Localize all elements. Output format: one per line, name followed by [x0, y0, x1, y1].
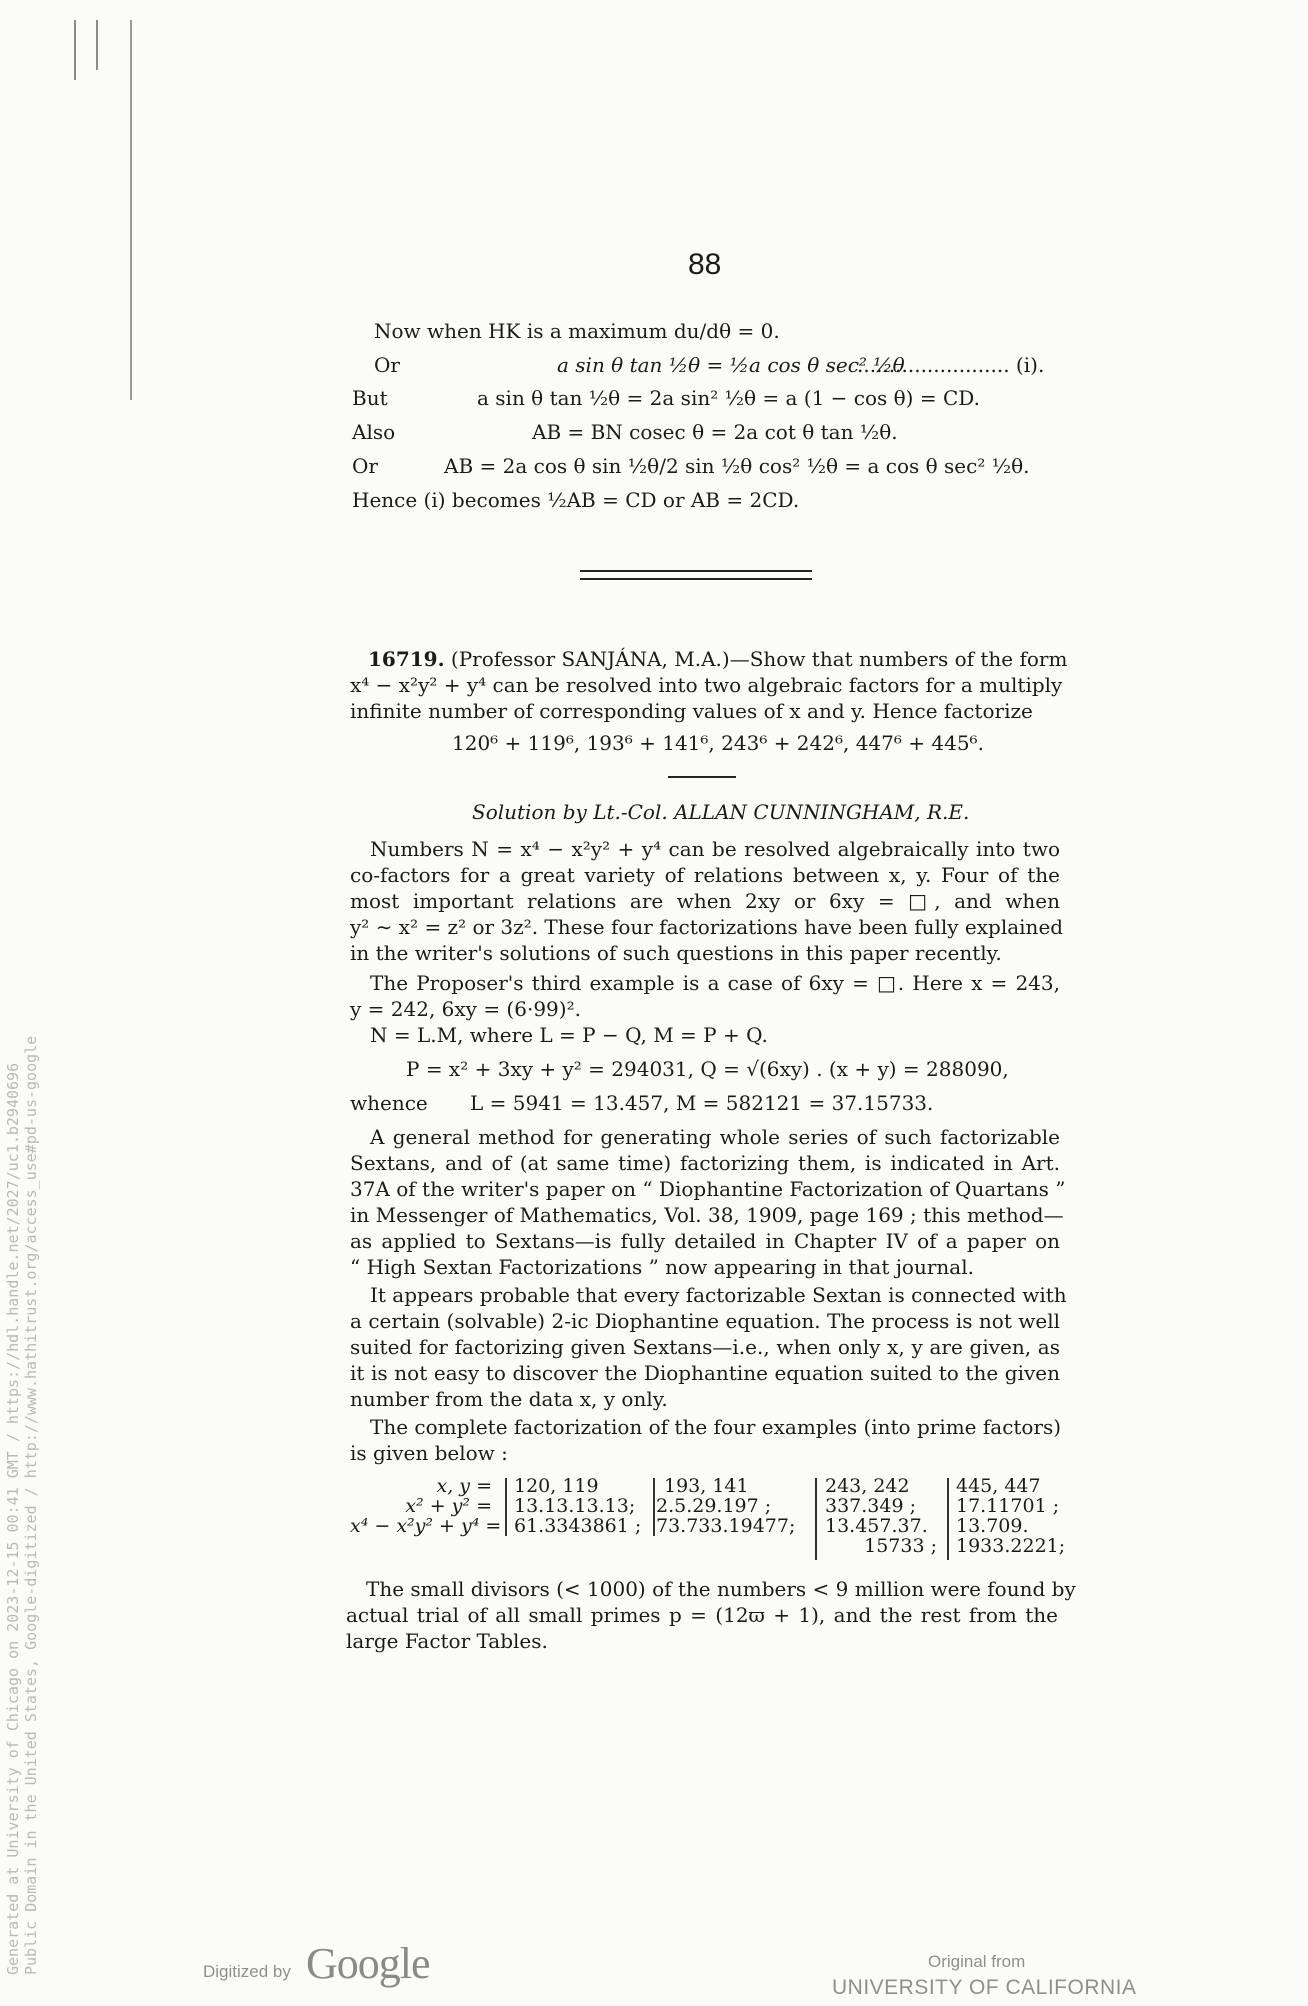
text-line: Hence (i) becomes ½AB = CD or AB = 2CD.	[352, 488, 800, 512]
table-column	[825, 1476, 937, 1556]
original-from-label: Original from	[928, 1952, 1026, 1971]
table-cell: 13.457.37.	[825, 1515, 928, 1537]
paragraph-line: a certain (solvable) 2-ic Diophantine equation. The process is not well	[350, 1309, 1060, 1333]
paragraph-line: y² ∼ x² = z² or 3z². These four factorizations have been fully explained	[350, 915, 1064, 939]
table-column	[656, 1476, 795, 1536]
table-cell: 17.11701 ;	[956, 1495, 1060, 1517]
paragraph-line: Numbers N = x⁴ − x²y² + y⁴ can be resolved algebraically into two	[370, 837, 1060, 861]
text-line: Also	[352, 420, 396, 444]
section-divider	[580, 570, 812, 572]
watermark-line-2: Public Domain in the United States, Google-digitized / http://www.hathitrust.org/access_use#pd-us-google	[22, 1035, 40, 1975]
paragraph-line: in Messenger of Mathematics, Vol. 38, 1909, page 169 ; this method—	[350, 1203, 1064, 1227]
question-line: infinite number of corresponding values of x and y. Hence factorize	[350, 699, 1033, 723]
equation: AB = 2a cos θ sin ½θ/2 sin ½θ cos² ½θ = a cos θ sec² ½θ.	[444, 454, 1030, 478]
paragraph-line: The Proposer's third example is a case of 6xy = □. Here x = 243,	[370, 971, 1060, 995]
row-label: x² + y² =	[405, 1495, 492, 1517]
table-column	[514, 1476, 641, 1536]
equation: a sin θ tan ½θ = 2a sin² ½θ = a (1 − cos θ) = CD.	[477, 386, 980, 410]
paragraph-line: suited for factorizing given Sextans—i.e., when only x, y are given, as	[350, 1335, 1060, 1359]
paragraph-line: it is not easy to discover the Diophantine equation suited to the given	[350, 1361, 1060, 1385]
hathitrust-watermark	[4, 1036, 40, 1975]
column-rule	[947, 1478, 949, 1560]
short-divider	[668, 776, 736, 778]
column-rule	[653, 1478, 655, 1536]
watermark-line-1: Generated at University of Chicago on 2023-12-15 00:41 GMT / https://hdl.handle.net/2027/uc1.b2940696	[4, 1062, 22, 1975]
table-cell: 73.733.19477;	[656, 1515, 796, 1537]
equation: AB = BN cosec θ = 2a cot θ tan ½θ.	[532, 420, 898, 444]
scan-edge-line	[96, 20, 98, 70]
question-expressions: 120⁶ + 119⁶, 193⁶ + 141⁶, 243⁶ + 242⁶, 447⁶ + 445⁶.	[452, 731, 984, 755]
paragraph-line: Sextans, and of (at same time) factorizing them, is indicated in Art.	[350, 1151, 1060, 1175]
column-rule	[815, 1478, 817, 1560]
row-label: x⁴ − x²y² + y⁴ =	[350, 1515, 502, 1537]
university-label: UNIVERSITY OF CALIFORNIA	[832, 1976, 1137, 1999]
paragraph-line: number from the data x, y only.	[350, 1387, 668, 1411]
table-cell: 243, 242	[825, 1475, 910, 1497]
row-label: x, y =	[436, 1475, 492, 1497]
text-line: Or	[352, 454, 378, 478]
column-rule	[505, 1478, 507, 1536]
equation-tag: ........................ (i).	[857, 353, 1045, 377]
paragraph-line: A general method for generating whole series of such factorizable	[370, 1125, 1060, 1149]
paragraph-line: actual trial of all small primes p = (12ϖ + 1), and the rest from the	[346, 1603, 1058, 1627]
table-column	[956, 1476, 1065, 1556]
text-line: Or	[374, 353, 400, 377]
scan-edge-line	[74, 20, 76, 80]
section-divider	[580, 578, 812, 580]
paragraph-line: is given below :	[350, 1441, 508, 1465]
paragraph-line: 37A of the writer's paper on “ Diophantine Factorization of Quartans ”	[350, 1177, 1066, 1201]
table-cell: 15733 ;	[864, 1535, 937, 1557]
equation: L = 5941 = 13.457, M = 582121 = 37.15733.	[470, 1091, 934, 1115]
text-line: But	[352, 386, 388, 410]
scan-edge-line	[130, 20, 132, 400]
equation-block	[350, 1022, 1060, 1122]
google-logo: Google	[306, 1939, 430, 1988]
question-line: x⁴ − x²y² + y⁴ can be resolved into two algebraic factors for a multiply	[350, 673, 1063, 697]
paragraph-line: in the writer's solutions of such questions in this paper recently.	[350, 941, 1002, 965]
paragraph-line: The complete factorization of the four examples (into prime factors)	[370, 1415, 1062, 1439]
text-line: Now when HK is a maximum du/dθ = 0.	[374, 319, 780, 343]
page-number: 88	[688, 248, 722, 281]
table-cell: 337.349 ;	[825, 1495, 917, 1517]
table-row-labels	[350, 1475, 502, 1537]
paragraph-line: The small divisors (< 1000) of the numbers < 9 million were found by	[366, 1577, 1076, 1601]
paragraph-line: co-factors for a great variety of relations between x, y. Four of the	[350, 863, 1060, 887]
equation: a sin θ tan ½θ = ½a cos θ sec² ½θ	[557, 353, 905, 377]
question-line: 16719. (Professor SANJÁNA, M.A.)—Show that numbers of the form	[368, 647, 1068, 671]
equation: P = x² + 3xy + y² = 294031, Q = √(6xy) . (x + y) = 288090,	[406, 1057, 1009, 1081]
factor-table	[350, 1476, 1070, 1566]
digitized-by-label: Digitized by	[203, 1962, 291, 1981]
paragraph-line: large Factor Tables.	[346, 1629, 548, 1653]
paragraph-line: It appears probable that every factorizable Sextan is connected with	[370, 1283, 1067, 1307]
solution-heading: Solution by Lt.-Col. ALLAN CUNNINGHAM, R.E.	[472, 800, 970, 824]
table-cell: 61.3343861 ;	[514, 1515, 642, 1537]
top-derivation	[352, 318, 1062, 518]
text-line: whence	[350, 1091, 428, 1115]
paragraph-line: as applied to Sextans—is fully detailed in Chapter IV of a paper on	[350, 1229, 1060, 1253]
table-cell: 193, 141	[664, 1475, 749, 1497]
paragraph-line: most important relations are when 2xy or 6xy = □, and when	[350, 889, 1060, 913]
table-cell: 2.5.29.197 ;	[656, 1495, 772, 1517]
equation: N = L.M, where L = P − Q, M = P + Q.	[370, 1023, 768, 1047]
table-cell: 13.13.13.13;	[514, 1495, 636, 1517]
paragraph-line: y = 242, 6xy = (6·99)².	[350, 997, 581, 1021]
paragraph-line: “ High Sextan Factorizations ” now appearing in that journal.	[350, 1255, 974, 1279]
table-cell: 1933.2221;	[956, 1535, 1066, 1557]
question-number: 16719.	[368, 647, 445, 671]
table-cell: 445, 447	[956, 1475, 1041, 1497]
table-cell: 13.709.	[956, 1515, 1029, 1537]
table-cell: 120, 119	[514, 1475, 599, 1497]
